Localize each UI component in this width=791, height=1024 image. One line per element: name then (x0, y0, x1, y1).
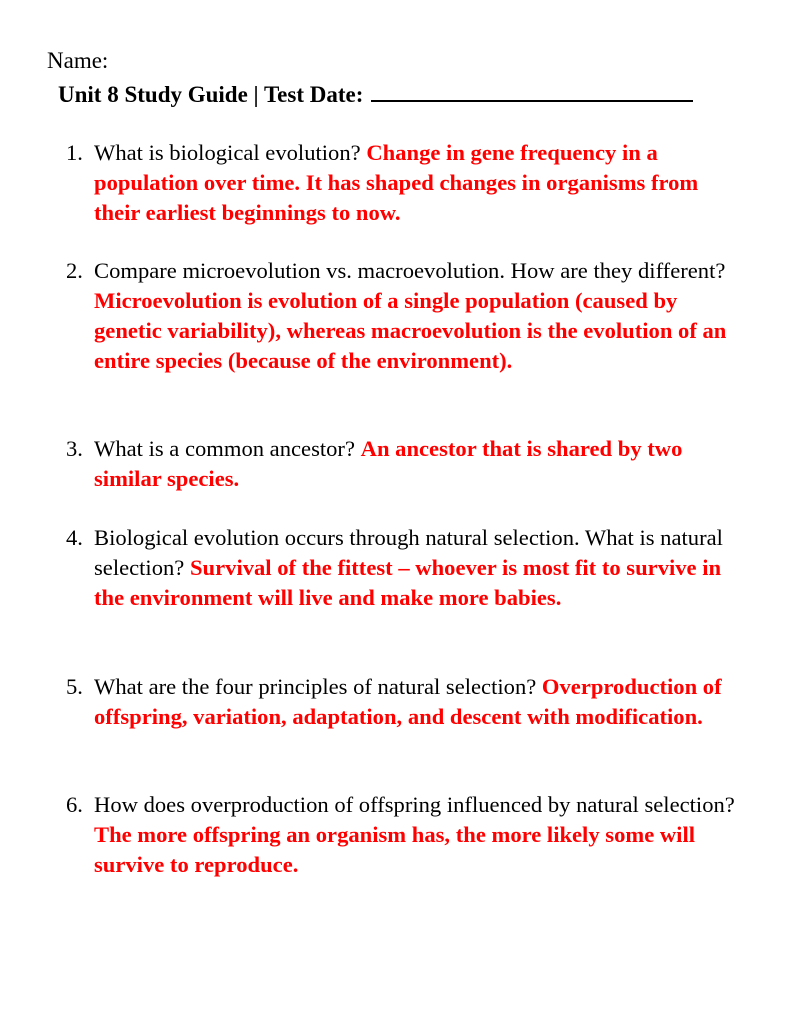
question-text: How does overproduction of offspring influenced by natural selection? (94, 792, 735, 817)
answer-text: An ancestor that is shared by two similar species. (94, 436, 683, 491)
question-text: Compare microevolution vs. macroevolution. How are they different? (94, 258, 726, 283)
title-text: Unit 8 Study Guide | Test Date: (58, 82, 370, 107)
question-item-1 (66, 138, 746, 228)
question-text: What is a common ancestor? (94, 436, 361, 461)
question-item-6 (66, 790, 746, 880)
answer-text: Overproduction of offspring, variation, adaptation, and descent with modification. (94, 674, 722, 729)
answer-text: Change in gene frequency in a population over time. It has shaped changes in organisms from their earliest beginnings to now. (94, 140, 699, 225)
question-item-4 (66, 523, 746, 613)
answer-text: Microevolution is evolution of a single population (caused by genetic variability), whereas macroevolution is the evolution of an entire species (because of the environment). (94, 288, 727, 373)
question-number: 4. (66, 525, 83, 550)
question-number: 6. (66, 792, 83, 817)
question-number: 5. (66, 674, 83, 699)
question-text: Biological evolution occurs through natural selection. What is natural selection? (94, 525, 723, 580)
question-item-3 (66, 434, 746, 494)
test-date-blank (371, 78, 693, 102)
question-number: 3. (66, 436, 83, 461)
question-number: 2. (66, 258, 83, 283)
question-text: What are the four principles of natural selection? (94, 674, 542, 699)
answer-text: Survival of the fittest – whoever is most fit to survive in the environment will live and make more babies. (94, 555, 722, 610)
page-title (58, 78, 693, 111)
answer-text: The more offspring an organism has, the more likely some will survive to reproduce. (94, 822, 696, 877)
question-number: 1. (66, 140, 83, 165)
question-text: What is biological evolution? (94, 140, 367, 165)
question-item-5 (66, 672, 746, 732)
name-label: Name: (47, 48, 109, 73)
question-item-2 (66, 256, 746, 376)
